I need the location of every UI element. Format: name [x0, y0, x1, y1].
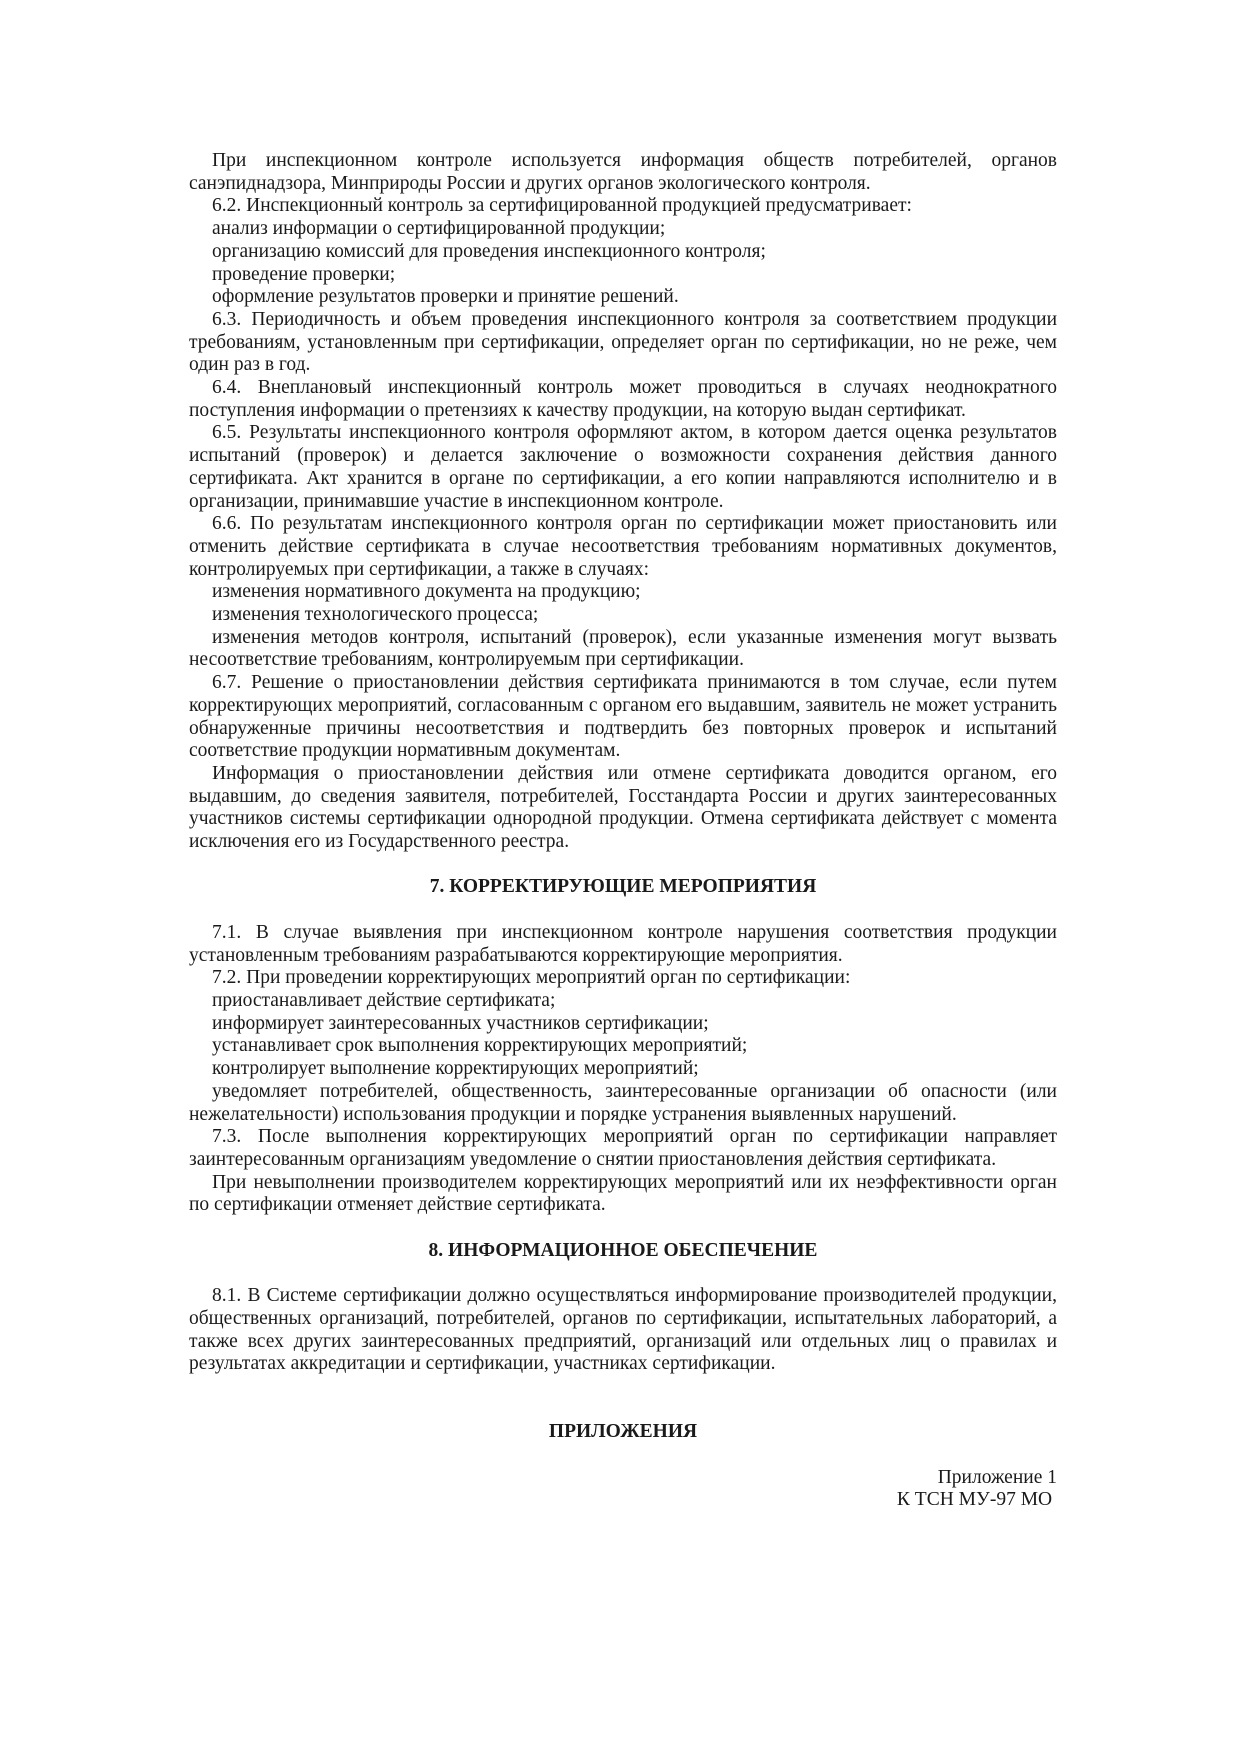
section-8-heading: 8. ИНФОРМАЦИОННОЕ ОБЕСПЕЧЕНИЕ — [428, 1239, 818, 1261]
spacer — [189, 1376, 1057, 1399]
paragraph-6-7-info: Информация о приостановлении действия или отмене сертификата доводится органом, его выдавшим, до сведения заявителя, потребителей, Госстандарта России и других заинтересованных участников системы сертификации однородной продукции. Отмена сертификата действует с момента исключения его из Государственного реестра. — [189, 762, 1057, 853]
appendices-heading: ПРИЛОЖЕНИЯ — [548, 1421, 698, 1443]
section-7-heading: 7. КОРРЕКТИРУЮЩИЕ МЕРОПРИЯТИЯ — [429, 876, 817, 898]
appendix-reference: К ТСН МУ-97 МО — [896, 1489, 1057, 1511]
paragraph-6-5: 6.5. Результаты инспекционного контроля оформляют актом, в котором дается оценка результатов испытаний (проверок) и делается заключение о возможности сохранения действия данного сертификата. Акт хранится в органе по сертификации, а его копии направляются исполнителю и в организации, принимавшие участие в инспекционном контроле. — [189, 422, 1057, 512]
paragraph-6-6: 6.6. По результатам инспекционного контроля орган по сертификации может приостановить или отменить действие сертификата в случае несоответствия требованиям нормативных документов, контролируемых при сертификации, а также в случаях: — [189, 513, 1057, 580]
spacer — [189, 899, 1057, 922]
list-item: изменения нормативного документа на продукцию; — [212, 581, 641, 603]
paragraph-6-2: 6.2. Инспекционный контроль за сертифицированной продукцией предусматривает: — [212, 195, 912, 217]
paragraph-6-1-intro: При инспекционном контроле используется информация обществ потребителей, органов санэпиднадзора, Минприроды России и других органов экологического контроля. — [189, 150, 1057, 194]
paragraph-7-2: 7.2. При проведении корректирующих мероприятий орган по сертификации: — [212, 967, 851, 989]
spacer — [189, 1217, 1057, 1240]
list-item: изменения методов контроля, испытаний (проверок), если указанные изменения могут вызвать несоответствие требованиям, контролируемым при сертификации. — [189, 626, 1057, 671]
list-item: организацию комиссий для проведения инспекционного контроля; — [212, 240, 766, 262]
paragraph-7-1: 7.1. В случае выявления при инспекционном контроле нарушения соответствия продукции установленным требованиям разрабатываются корректирующие мероприятия. — [189, 921, 1057, 966]
document-page — [189, 150, 1057, 1512]
paragraph-6-3: 6.3. Периодичность и объем проведения инспекционного контроля за соответствием продукции требованиям, установленным при сертификации, определяет орган по сертификации, но не реже, чем один раз в год. — [189, 308, 1057, 376]
list-item: устанавливает срок выполнения корректирующих мероприятий; — [212, 1035, 748, 1057]
spacer — [189, 1399, 1057, 1422]
paragraph-7-3-nonfulfillment: При невыполнении производителем корректирующих мероприятий или их неэффективности орган по сертификации отменяет действие сертификата. — [189, 1171, 1057, 1216]
list-item: информирует заинтересованных участников сертификации; — [212, 1012, 709, 1034]
list-item: уведомляет потребителей, общественность, заинтересованные организации об опасности (или нежелательности) использования продукции и порядке устранения выявленных нарушений. — [189, 1080, 1057, 1125]
appendix-number: Приложение 1 — [937, 1466, 1057, 1488]
list-item: изменения технологического процесса; — [212, 604, 539, 626]
list-item: оформление результатов проверки и принятие решений. — [212, 286, 679, 308]
spacer — [189, 1444, 1057, 1467]
spacer — [189, 854, 1057, 877]
list-item: приостанавливает действие сертификата; — [212, 989, 556, 1011]
spacer — [189, 1262, 1057, 1285]
list-item: анализ информации о сертифицированной продукции; — [212, 218, 666, 240]
paragraph-6-4: 6.4. Внеплановый инспекционный контроль может проводиться в случаях неоднократного поступления информации о претензиях к качеству продукции, на которую выдан сертификат. — [189, 377, 1057, 421]
paragraph-8-1: 8.1. В Системе сертификации должно осуществляться информирование производителей продукции, общественных организаций, потребителей, органов по сертификации, испытательных лабораторий, а также всех других заинтересованных предприятий, организаций или отдельных лиц о правилах и результатах аккредитации и сертификации, участниках сертификации. — [189, 1285, 1057, 1375]
list-item: контролирует выполнение корректирующих мероприятий; — [212, 1058, 699, 1080]
list-item: проведение проверки; — [212, 263, 396, 285]
paragraph-7-3: 7.3. После выполнения корректирующих мероприятий орган по сертификации направляет заинтересованным организациям уведомление о снятии приостановления действия сертификата. — [189, 1126, 1057, 1170]
paragraph-6-7: 6.7. Решение о приостановлении действия сертификата принимаются в том случае, если путем корректирующих мероприятий, согласованным с органом его выдавшим, заявитель не может устранить обнаруженные причины несоответствия и подтвердить без повторных проверок и испытаний соответствие продукции нормативным документам. — [189, 672, 1057, 762]
